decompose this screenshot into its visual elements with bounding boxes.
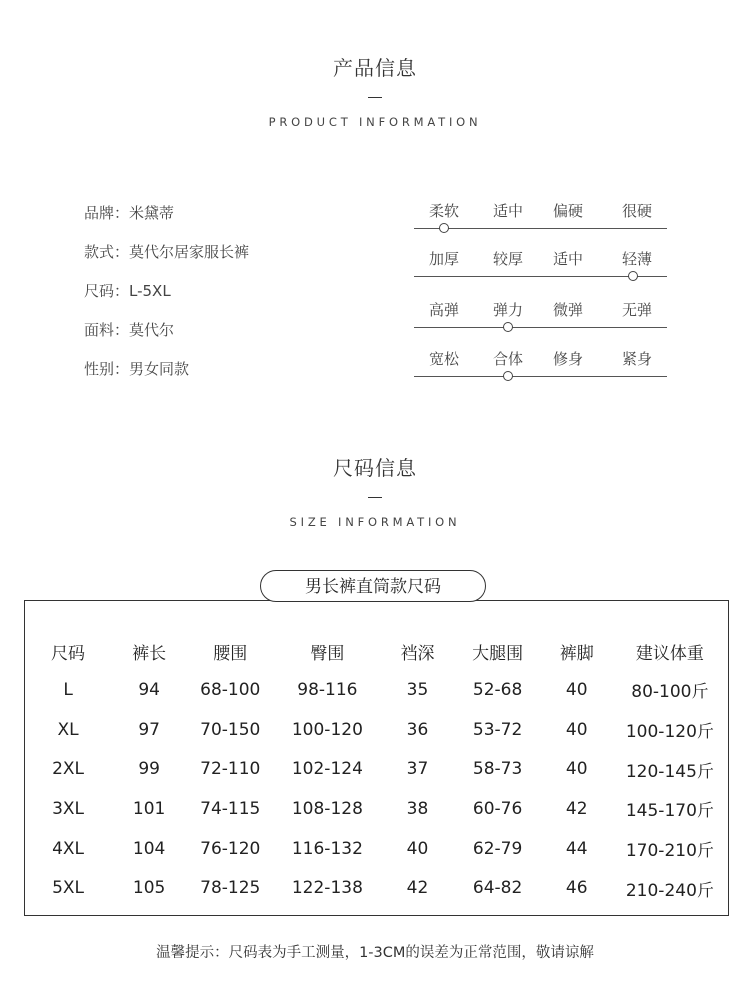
table-cell: 42 bbox=[565, 798, 588, 819]
table-cell: 40 bbox=[565, 719, 588, 740]
table-cell: 40 bbox=[406, 838, 429, 859]
scale-marker bbox=[439, 223, 449, 233]
table-row bbox=[25, 710, 728, 750]
table-row bbox=[25, 789, 728, 829]
scale-label: 柔软 bbox=[428, 202, 460, 220]
table-cell: 108-128 bbox=[291, 798, 363, 819]
table-cell: 210-240斤 bbox=[625, 880, 714, 901]
table-cell: 52-68 bbox=[472, 679, 523, 700]
scale-label: 宽松 bbox=[428, 350, 460, 368]
scale-label: 很硬 bbox=[621, 202, 653, 220]
feel-scale-fit bbox=[414, 348, 667, 388]
table-row bbox=[25, 829, 728, 869]
table-cell: 4XL bbox=[52, 838, 85, 859]
feel-scale-softness bbox=[414, 200, 667, 240]
scale-label: 修身 bbox=[552, 350, 584, 368]
table-cell: 5XL bbox=[52, 878, 85, 899]
feel-scale-thickness bbox=[414, 248, 667, 288]
table-cell: 105 bbox=[132, 878, 166, 899]
spec-style: 款式：莫代尔居家服长裤 bbox=[84, 243, 250, 261]
table-cell: 68-100 bbox=[200, 679, 261, 700]
spec-brand: 品牌：米黛蒂 bbox=[84, 204, 175, 222]
scale-marker bbox=[503, 371, 513, 381]
scale-label: 弹力 bbox=[492, 301, 524, 319]
table-cell: 38 bbox=[406, 798, 429, 819]
table-cell: 102-124 bbox=[291, 759, 363, 780]
scale-marker bbox=[628, 271, 638, 281]
table-cell: 3XL bbox=[52, 798, 85, 819]
table-cell: 40 bbox=[565, 759, 588, 780]
spec-gender: 性别：男女同款 bbox=[84, 360, 190, 378]
table-cell: 80-100斤 bbox=[631, 682, 709, 703]
scale-label: 紧身 bbox=[621, 350, 653, 368]
scale-line bbox=[414, 327, 667, 328]
header-cell: 裤脚 bbox=[559, 644, 594, 664]
scale-label: 合体 bbox=[492, 350, 524, 368]
feel-scale-elasticity bbox=[414, 299, 667, 339]
table-cell: 120-145斤 bbox=[625, 761, 714, 782]
size-table-title: 男长裤直筒款尺码 bbox=[260, 570, 486, 602]
header-cell: 臀围 bbox=[310, 644, 345, 664]
table-cell: 94 bbox=[138, 679, 160, 700]
table-cell: 40 bbox=[565, 679, 588, 700]
header-cell: 尺码 bbox=[51, 644, 86, 664]
scale-marker bbox=[503, 322, 513, 332]
table-cell: 37 bbox=[406, 759, 429, 780]
table-cell: 122-138 bbox=[291, 878, 363, 899]
header-cell: 建议体重 bbox=[635, 644, 704, 664]
header-cell: 裤长 bbox=[132, 644, 167, 664]
table-cell: 76-120 bbox=[200, 838, 261, 859]
header-cell: 大腿围 bbox=[472, 644, 524, 664]
scale-label: 较厚 bbox=[492, 250, 524, 268]
table-cell: 104 bbox=[132, 838, 166, 859]
table-cell: 101 bbox=[132, 798, 166, 819]
table-cell: 62-79 bbox=[472, 838, 523, 859]
scale-label: 适中 bbox=[552, 250, 584, 268]
header-cell: 腰围 bbox=[213, 644, 248, 664]
table-cell: XL bbox=[57, 719, 79, 740]
table-row bbox=[25, 670, 728, 710]
table-cell: L bbox=[63, 679, 73, 700]
table-cell: 53-72 bbox=[472, 719, 523, 740]
scale-line bbox=[414, 228, 667, 229]
spec-size: 尺码：L-5XL bbox=[84, 282, 171, 300]
spec-fabric: 面料：莫代尔 bbox=[84, 321, 175, 339]
measurement-note: 温馨提示：尺码表为手工测量，1-3CM的误差为正常范围，敬请谅解 bbox=[156, 945, 594, 961]
table-cell: 170-210斤 bbox=[625, 841, 714, 862]
table-cell: 44 bbox=[565, 838, 588, 859]
table-cell: 35 bbox=[406, 679, 429, 700]
table-cell: 99 bbox=[138, 759, 160, 780]
table-cell: 72-110 bbox=[200, 759, 261, 780]
product-info-title: 产品信息 bbox=[333, 56, 417, 80]
table-cell: 116-132 bbox=[291, 838, 363, 859]
table-cell: 42 bbox=[406, 878, 429, 899]
table-cell: 60-76 bbox=[472, 798, 523, 819]
scale-label: 加厚 bbox=[428, 250, 460, 268]
table-cell: 97 bbox=[138, 719, 160, 740]
table-cell: 98-116 bbox=[297, 679, 358, 700]
table-cell: 2XL bbox=[52, 759, 85, 780]
table-cell: 58-73 bbox=[472, 759, 523, 780]
product-info-subtitle: PRODUCT INFORMATION bbox=[268, 115, 482, 129]
table-header-row bbox=[25, 633, 728, 670]
scale-label: 微弹 bbox=[552, 301, 584, 319]
table-row bbox=[25, 749, 728, 789]
table-cell: 145-170斤 bbox=[625, 801, 714, 822]
table-cell: 64-82 bbox=[472, 878, 523, 899]
table-cell: 100-120 bbox=[291, 719, 363, 740]
scale-label: 无弹 bbox=[621, 301, 653, 319]
table-cell: 100-120斤 bbox=[625, 722, 714, 743]
size-info-subtitle: SIZE INFORMATION bbox=[289, 515, 461, 529]
size-table bbox=[24, 600, 729, 916]
product-info-divider bbox=[368, 97, 382, 98]
table-cell: 46 bbox=[565, 878, 588, 899]
size-info-divider bbox=[368, 497, 382, 498]
table-cell: 70-150 bbox=[200, 719, 261, 740]
table-cell: 74-115 bbox=[200, 798, 261, 819]
scale-label: 高弹 bbox=[428, 301, 460, 319]
size-info-title: 尺码信息 bbox=[333, 456, 417, 480]
scale-label: 轻薄 bbox=[621, 250, 653, 268]
scale-line bbox=[414, 376, 667, 377]
header-cell: 裆深 bbox=[400, 644, 435, 664]
table-cell: 36 bbox=[406, 719, 429, 740]
table-cell: 78-125 bbox=[200, 878, 261, 899]
scale-label: 适中 bbox=[492, 202, 524, 220]
table-row bbox=[25, 868, 728, 908]
scale-label: 偏硬 bbox=[552, 202, 584, 220]
